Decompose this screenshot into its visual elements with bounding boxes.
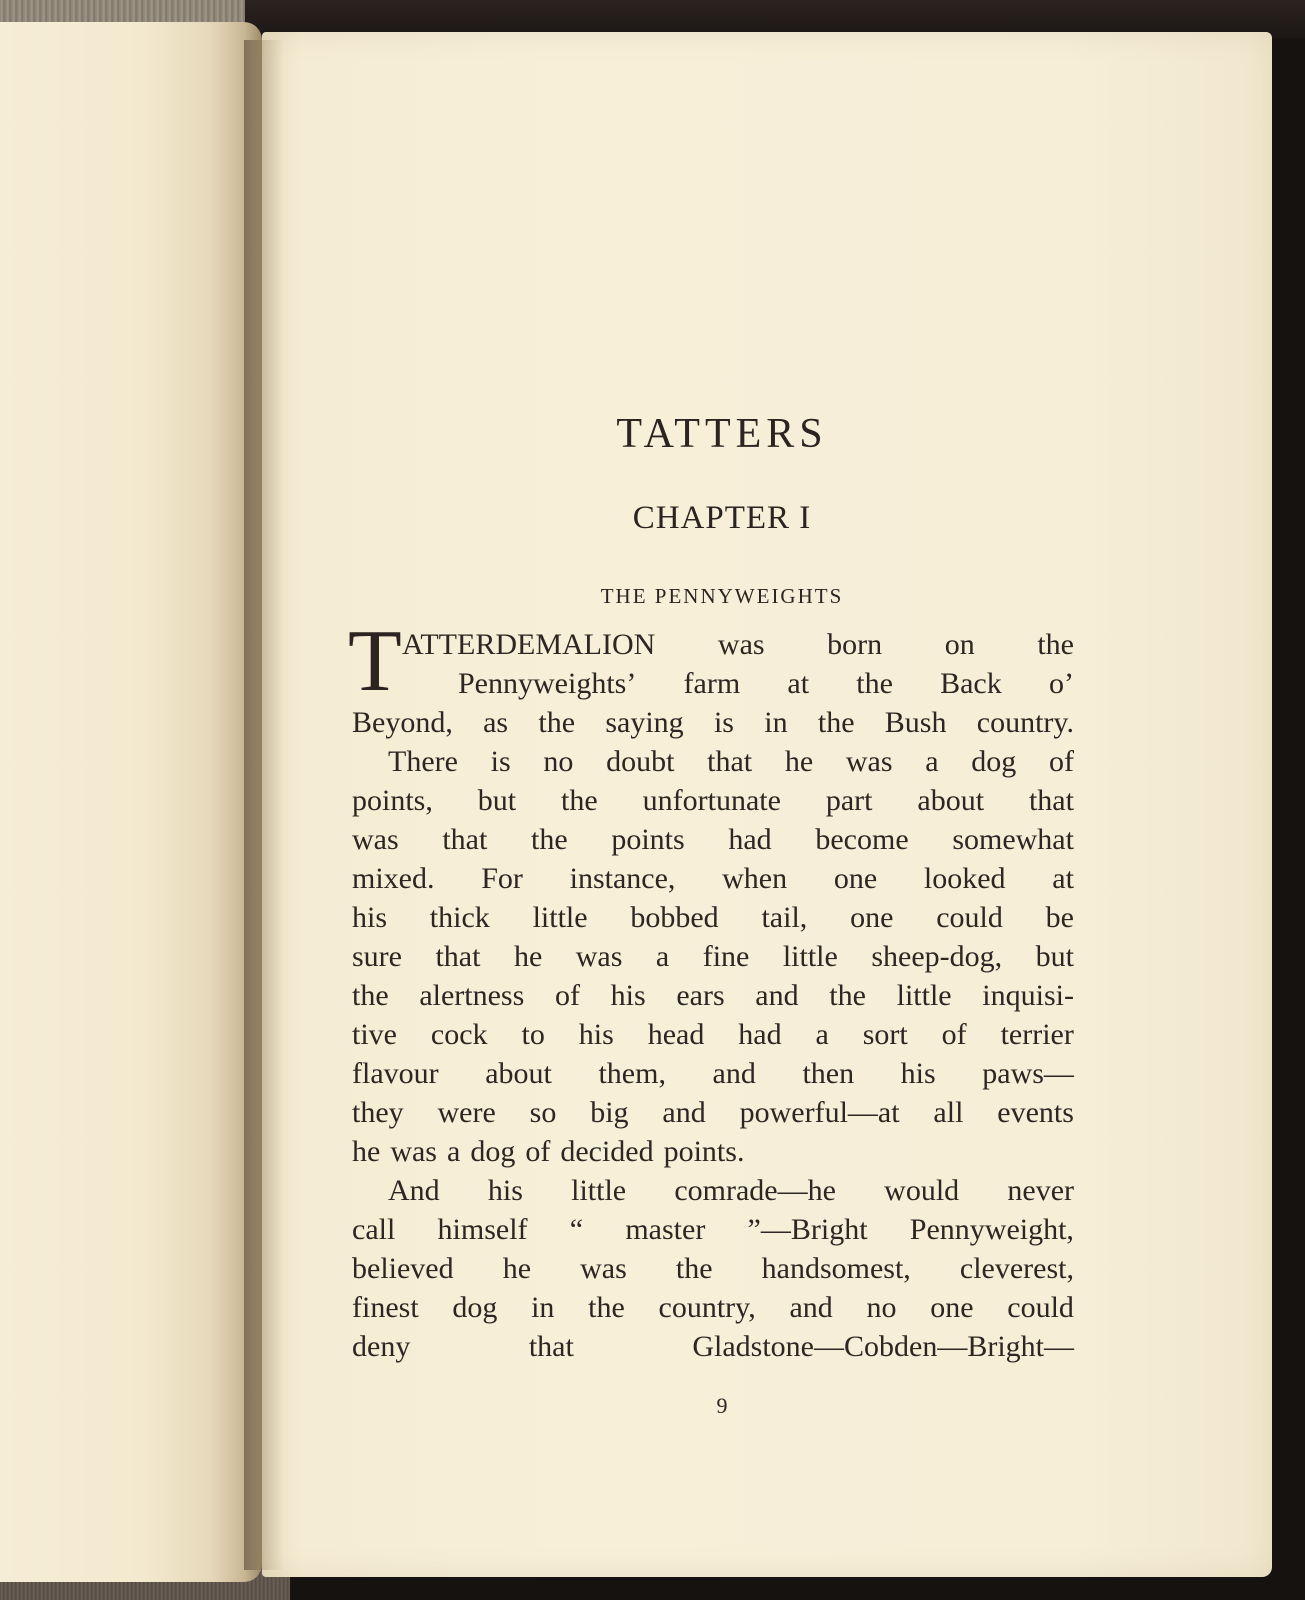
text-line: call himself “ master ”—Bright Pennyweight,	[352, 1213, 1074, 1246]
gutter-shadow	[244, 40, 284, 1570]
chapter-heading: CHAPTER I	[632, 500, 812, 536]
text-line: tive cock to his head had a sort of terrier	[352, 1018, 1074, 1051]
page-number: 9	[716, 1393, 728, 1418]
text-line: deny that Gladstone—Cobden—Bright—	[352, 1330, 1074, 1363]
text-line: And his little comrade—he would never	[388, 1174, 1074, 1207]
text-line: the alertness of his ears and the little inquisi-	[352, 979, 1074, 1012]
text-line: There is no doubt that he was a dog of	[388, 745, 1074, 778]
text-line: he was a dog of decided points.	[352, 1135, 745, 1168]
left-blank-page	[0, 22, 262, 1582]
text-line: was that the points had become somewhat	[352, 823, 1074, 856]
text-line: his thick little bobbed tail, one could be	[352, 901, 1074, 934]
book-title: TATTERS	[616, 411, 828, 457]
text-line: believed he was the handsomest, cleverest,	[352, 1252, 1074, 1285]
text-line: finest dog in the country, and no one could	[352, 1291, 1074, 1324]
text-line: Beyond, as the saying is in the Bush country.	[352, 706, 1074, 739]
text-line: flavour about them, and then his paws—	[352, 1057, 1074, 1090]
text-line: points, but the unfortunate part about that	[352, 784, 1074, 817]
drop-cap: T	[348, 613, 402, 710]
text-line: they were so big and powerful—at all events	[352, 1096, 1074, 1129]
text-line: mixed. For instance, when one looked at	[352, 862, 1074, 895]
text-line: Pennyweights’ farm at the Back o’	[458, 667, 1074, 700]
text-line: ATTERDEMALION was born on the	[402, 628, 1074, 661]
chapter-subtitle: THE PENNYWEIGHTS	[600, 584, 844, 608]
text-line: sure that he was a fine little sheep-dog, but	[352, 940, 1074, 973]
